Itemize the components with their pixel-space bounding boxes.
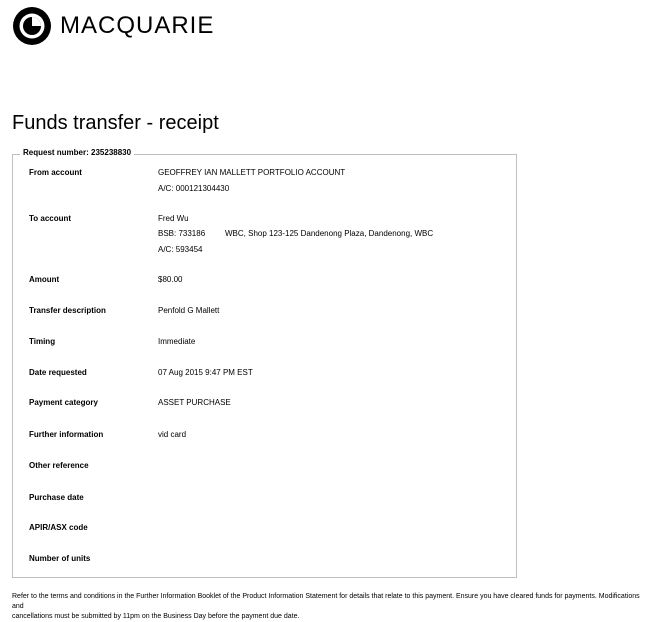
request-number-label: Request number: — [23, 148, 89, 157]
request-number-value: 235238830 — [91, 148, 132, 157]
timing-value: Immediate — [158, 337, 196, 346]
payment-category-value: ASSET PURCHASE — [158, 398, 231, 407]
transfer-description-value: Penfold G Mallett — [158, 306, 220, 315]
to-account-name: Fred Wu — [158, 214, 189, 223]
brand-name: MACQUARIE — [60, 12, 215, 39]
terms-footer — [12, 592, 642, 622]
other-reference-label: Other reference — [29, 461, 89, 470]
to-account-bank: WBC, Shop 123-125 Dandenong Plaza, Dandenong, WBC — [225, 229, 434, 238]
terms-footer-line-1: Refer to the terms and conditions in the Further Information Booklet of the Product Information Statement for details that relate to this payment. Ensure you have cleared funds for payments. Modifications and — [12, 593, 640, 610]
request-number — [20, 148, 134, 157]
page-title: Funds transfer - receipt — [12, 112, 219, 134]
further-information-label: Further information — [29, 430, 104, 439]
date-requested-value: 07 Aug 2015 9:47 PM EST — [158, 368, 253, 377]
macquarie-logo — [12, 6, 214, 46]
transfer-description-label: Transfer description — [29, 306, 106, 315]
from-account-label: From account — [29, 168, 82, 177]
macquarie-logo-icon — [12, 6, 52, 46]
to-account-number: A/C: 593454 — [158, 245, 203, 254]
amount-label: Amount — [29, 275, 60, 284]
payment-category-label: Payment category — [29, 398, 98, 407]
further-information-value: vid card — [158, 430, 187, 439]
apir-asx-code-label: APIR/ASX code — [29, 523, 88, 532]
date-requested-label: Date requested — [29, 368, 87, 377]
purchase-date-label: Purchase date — [29, 493, 84, 502]
timing-label: Timing — [29, 337, 56, 346]
receipt-panel — [12, 154, 517, 578]
to-account-label: To account — [29, 214, 72, 223]
from-account-number: A/C: 000121304430 — [158, 184, 230, 193]
from-account-name: GEOFFREY IAN MALLETT PORTFOLIO ACCOUNT — [158, 168, 346, 177]
number-of-units-label: Number of units — [29, 554, 91, 563]
amount-value: $80.00 — [158, 275, 183, 284]
terms-footer-line-2: cancellations must be submitted by 11pm on the Business Day before the payment due date. — [12, 613, 300, 620]
to-account-bsb: BSB: 733186 — [158, 229, 206, 238]
